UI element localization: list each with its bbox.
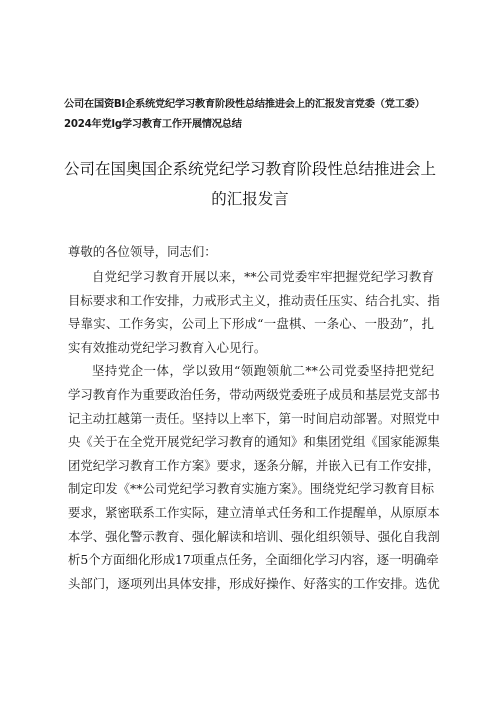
document-header (64, 95, 464, 135)
paragraph-line: 央《关于在全党开展党纪学习教育的通知》和集团党组《国家能源集 (68, 434, 440, 450)
paragraph-line: 学习教育作为重要政治任务，带动两级党委班子成员和基层党支部书 (68, 386, 440, 402)
paragraph-line: 析5个方面细化形成17项重点任务，全面细化学习内容，逐一明确牵 (68, 552, 439, 568)
header-line-2: 2024年党lg学习教育工作开展情况总结 (64, 119, 242, 130)
paragraph-line: 头部门，逐项列出具体安排，形成好操作、好落实的工作安排。选优 (68, 575, 440, 591)
paragraph-line: 导靠实、工作务实，公司上下形成“一盘棋、一条心、一股劲”，扎 (68, 316, 434, 332)
paragraph-line: 记主动扛越第一责任。坚持以上率下，第一时间启动部署。对照党中 (68, 410, 440, 426)
header-line-1: 公司在国资BI企系统党纪学习教育阶段性总结推进会上的汇报发言党委（党工委） (64, 99, 425, 110)
document-body (68, 239, 440, 595)
paragraph-line: 目标要求和工作安排，力戒形式主义，推动责任压实、结合扎实、指 (68, 292, 440, 308)
paragraph-line: 制定印发《**公司党纪学习教育实施方案》。围绕党纪学习教育目标 (68, 481, 434, 497)
salutation: 尊敬的各位领导，同志们： (68, 244, 217, 259)
document-title-line-1: 公司在国奥国企系统党纪学习教育阶段性总结推进会上 (63, 160, 436, 178)
paragraph-line: 自党纪学习教育开展以来，**公司党委牢牢把握党纪学习教育 (92, 269, 434, 284)
paragraph-line: 本学、强化警示教育、强化解读和培训、强化组织领导、强化自我剖 (68, 528, 440, 544)
document-title-line-2: 的汇报发言 (211, 190, 289, 208)
paragraph-line: 团党纪学习教育工作方案》要求，逐条分解，并嵌入已有工作安排， (68, 457, 440, 473)
paragraph-2 (68, 359, 440, 595)
paragraph-line: 实有效推动党纪学习教育入心见行。 (68, 339, 267, 355)
paragraph-1 (68, 265, 440, 359)
paragraph-line: 坚持党企一体，学以致用“领跑领航二**公司党委坚持把党纪 (92, 363, 434, 379)
paragraph-line: 要求，紧密联系工作实际，建立清单式任务和工作提醒单，从原原本 (68, 504, 440, 520)
